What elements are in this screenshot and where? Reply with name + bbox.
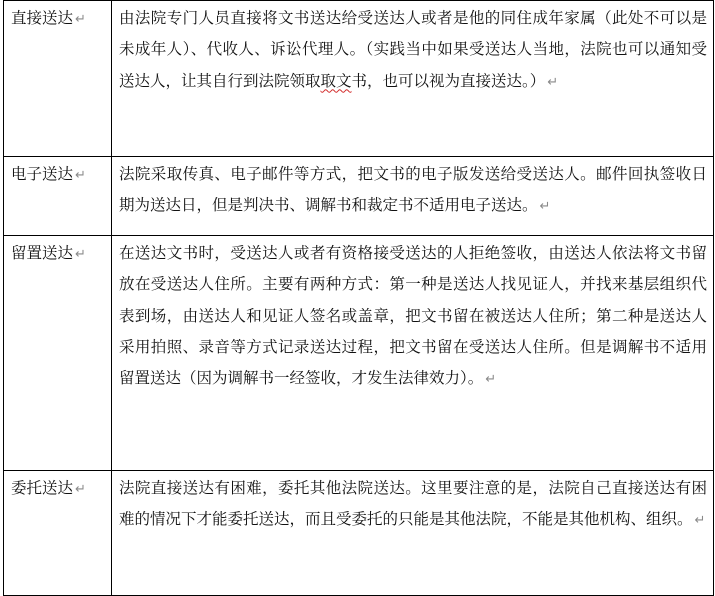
paragraph-mark-icon: ↵ bbox=[75, 247, 86, 262]
description-cell bbox=[112, 1, 714, 157]
term-cell bbox=[4, 471, 112, 596]
paragraph-mark-icon: ↵ bbox=[75, 12, 86, 27]
term-label: 电子送达 bbox=[11, 165, 74, 183]
paragraph-mark-icon: ↵ bbox=[75, 482, 86, 497]
description-cell bbox=[112, 236, 714, 471]
description-cell bbox=[112, 471, 714, 596]
description-text-tail: 书，也可以视为直接送达。） bbox=[351, 71, 546, 90]
term-cell bbox=[4, 236, 112, 471]
table-row-lodged-service bbox=[4, 236, 714, 471]
service-methods-table bbox=[3, 0, 714, 596]
term-label: 留置送达 bbox=[11, 244, 74, 262]
description-text: 在送达文书时，受送达人或者有资格接受送达的人拒绝签收，由送达人依法将文书留放在受送达人住所。主要有两种方式：第一种是送达人找见证人，并找来基层组织代表到场，由送达人和见证人签名或盖章，把文书留在被送达人住所；第二种是送达人采用拍照、录音等方式记录送达过程，把文书留在受送达人住所。但是调解书不适用留置送达（因为调解书一经签收，才发生法律效力）。 bbox=[119, 244, 707, 388]
description-text: 法院采取传真、电子邮件等方式，把文书的电子版发送给受送达人。邮件回执签收日期为送达日，但是判决书、调解书和裁定书不适用电子送达。 bbox=[119, 165, 707, 215]
paragraph-mark-icon: ↵ bbox=[75, 168, 86, 183]
table-row-direct-service bbox=[4, 1, 714, 157]
table-row-entrusted-service bbox=[4, 471, 714, 596]
paragraph-mark-icon: ↵ bbox=[694, 513, 706, 529]
paragraph-mark-icon: ↵ bbox=[547, 74, 559, 90]
term-label: 委托送达 bbox=[11, 479, 74, 497]
paragraph-mark-icon: ↵ bbox=[485, 372, 497, 388]
table-row-electronic-service bbox=[4, 157, 714, 236]
term-cell bbox=[4, 1, 112, 157]
spellcheck-flagged-text: 取文 bbox=[320, 71, 352, 90]
description-cell bbox=[112, 157, 714, 236]
description-text: 由法院专门人员直接将文书送达给受送达人或者是他的同住成年家属（此处不可以是未成年人）、代收人、诉讼代理人。（实践当中如果受送达人当地，法院也可以通知受送达人，让其自行到法院领取 bbox=[119, 9, 707, 90]
term-cell bbox=[4, 157, 112, 236]
term-label: 直接送达 bbox=[11, 9, 74, 27]
paragraph-mark-icon: ↵ bbox=[539, 199, 551, 215]
description-text: 法院直接送达有困难，委托其他法院送达。这里要注意的是，法院自己直接送达有困难的情况下才能委托送达，而且受委托的只能是其他法院，不能是其他机构、组织。 bbox=[119, 479, 707, 529]
